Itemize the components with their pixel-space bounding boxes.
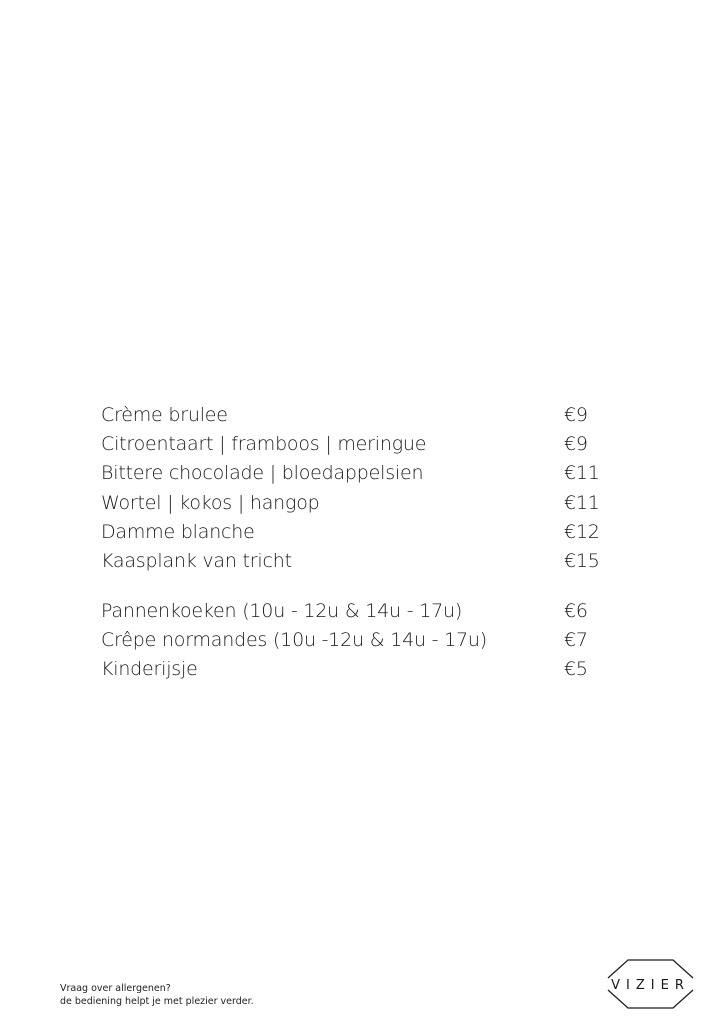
logo-text: VIZIER: [611, 978, 690, 993]
dessert-menu-section: [101, 401, 609, 576]
vizier-logo: [604, 956, 697, 1012]
menu-item-price: €12: [564, 520, 600, 543]
menu-item-name: Crème brulee: [101, 404, 228, 426]
menu-item: [101, 489, 609, 518]
menu-item: [101, 459, 609, 488]
menu-item: [101, 547, 609, 576]
menu-item: [101, 655, 609, 684]
menu-item-price: €15: [564, 549, 600, 572]
menu-item-price: €6: [564, 600, 588, 622]
menu-item-price: €11: [564, 491, 600, 514]
menu-item: [101, 626, 609, 655]
allergen-note: [60, 982, 254, 1008]
allergen-question: Vraag over allergenen?: [60, 983, 171, 994]
menu-item-price: €5: [564, 658, 588, 681]
menu-item: [101, 518, 609, 547]
menu-item-price: €11: [564, 462, 600, 485]
menu-item-name: Wortel | kokos | hangop: [101, 491, 320, 514]
menu-item-name: Kaasplank van tricht: [101, 549, 292, 572]
menu-item-price: €9: [564, 433, 588, 456]
menu-item: [101, 597, 609, 626]
menu-item: [101, 401, 609, 430]
menu-item: [101, 430, 609, 459]
menu-item-price: €9: [564, 404, 588, 426]
menu-item-price: €7: [564, 629, 588, 652]
menu-item-name: Citroentaart | framboos | meringue: [101, 433, 427, 456]
menu-item-name: Kinderijsje: [101, 658, 198, 681]
hexagon-logo-icon: [604, 956, 697, 1012]
pancake-menu-section: [101, 597, 609, 685]
menu-item-name: Pannenkoeken (10u - 12u & 14u - 17u): [101, 600, 463, 622]
menu-item-name: Bittere chocolade | bloedappelsien: [101, 462, 424, 485]
allergen-help-text: de bediening helpt je met plezier verder.: [60, 996, 254, 1007]
menu-item-name: Damme blanche: [101, 520, 255, 543]
menu-item-name: Crêpe normandes (10u -12u & 14u - 17u): [101, 629, 487, 652]
